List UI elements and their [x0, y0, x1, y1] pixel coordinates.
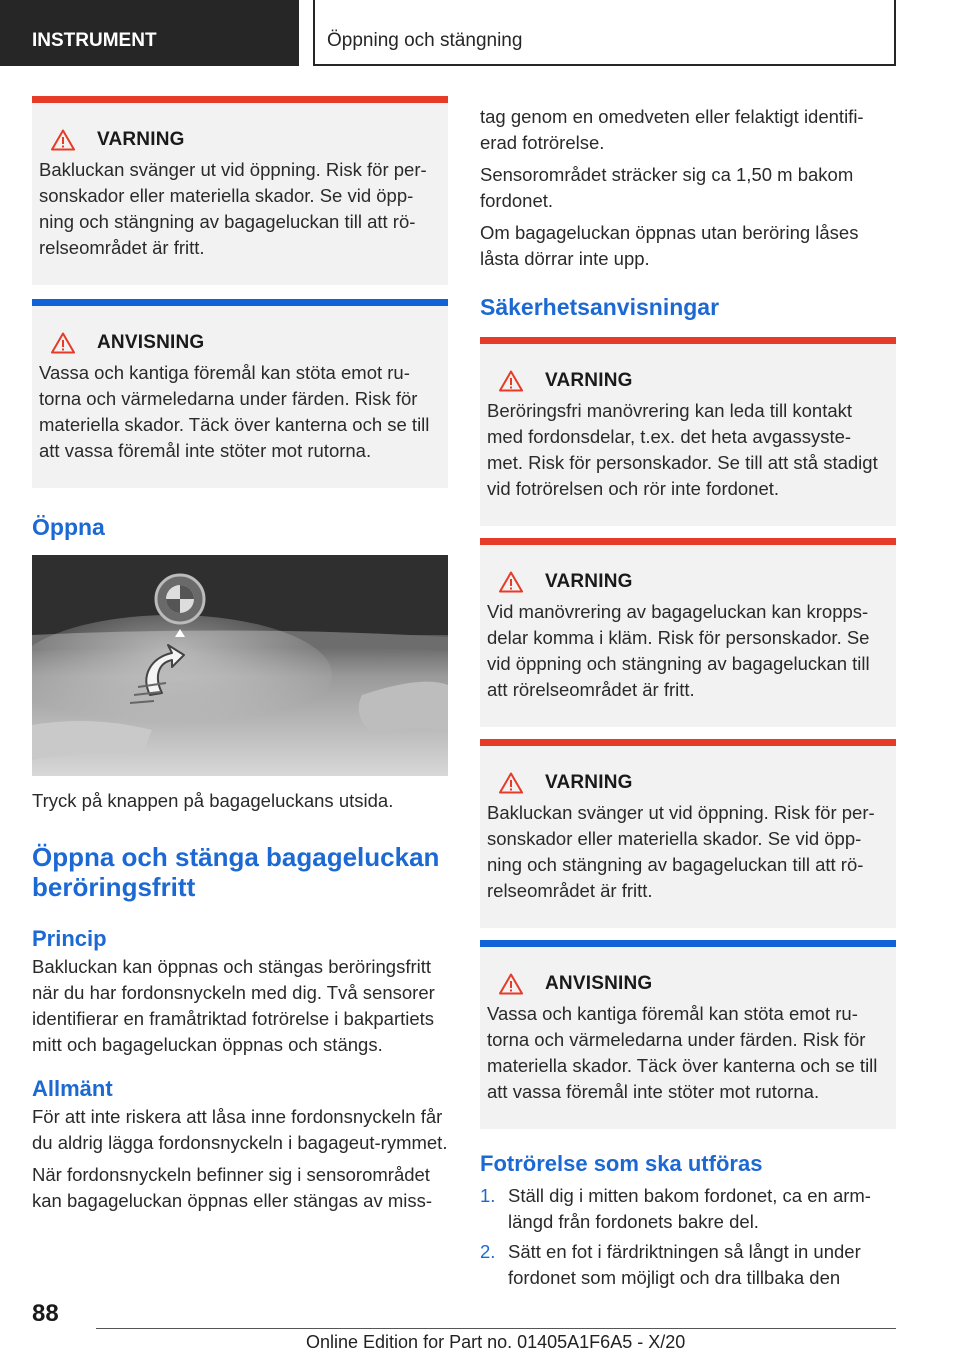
right-column: [480, 96, 896, 1295]
paragraph: Sensorområdet sträcker sig ca 1,50 m bakom fordonet.: [480, 164, 854, 211]
notice-title: ANVISNING: [545, 973, 653, 994]
foot-movement-heading: Fotrörelse som ska utföras: [480, 1151, 763, 1176]
paragraph: Om bagageluckan öppnas utan beröring låses låsta dörrar inte upp.: [480, 222, 859, 269]
notice-body: Vid manövrering av bagageluckan kan kropps-delar komma i kläm. Risk för personskador. Se vid öppning och stängning av bagageluckan till att rörelseområdet är fritt.: [487, 601, 870, 700]
section-title: Öppning och stängning: [313, 0, 896, 66]
footer-divider: [96, 1328, 896, 1329]
paragraph: tag genom en omedveten eller felaktigt identifi-erad fotrörelse.: [480, 106, 864, 153]
list-item: [480, 1183, 896, 1235]
page-header: [0, 0, 960, 66]
warning-box: [480, 337, 896, 526]
warning-triangle-icon: [51, 129, 75, 151]
photo-caption: Tryck på knappen på bagageluckans utsida.: [32, 790, 394, 811]
step-number: 2.: [480, 1241, 496, 1262]
heading-touchless: Öppna och stänga bagageluckan beröringsfritt: [32, 842, 440, 902]
footer-edition: Online Edition for Part no. 01405A1F6A5 - X/20: [306, 1332, 686, 1352]
general-heading: Allmänt: [32, 1076, 113, 1101]
notice-box: [480, 940, 896, 1129]
list-item: [480, 1239, 896, 1291]
left-column: [32, 96, 448, 1220]
notice-triangle-icon: [51, 332, 75, 354]
notice-title: VARNING: [545, 571, 633, 592]
warning-triangle-icon: [499, 772, 523, 794]
general-paragraph: När fordonsnyckeln befinner sig i sensorområdet kan bagageluckan öppnas eller stängas av miss-: [32, 1164, 433, 1211]
notice-title: VARNING: [545, 772, 633, 793]
warning-triangle-icon: [499, 571, 523, 593]
notice-title: VARNING: [97, 129, 185, 150]
safety-heading: Säkerhetsanvisningar: [480, 294, 720, 320]
notice-body: Vassa och kantiga föremål kan stöta emot ru-torna och värmeledarna under färden. Risk för materiella skador. Täck över kanterna och se till att vassa föremål inte stöter mot rutorna.: [487, 1003, 878, 1102]
principle-text: Bakluckan kan öppnas och stängas beröringsfritt när du har fordonsnyckeln med dig. Två sensorer identifierar en framåtriktad fotrörelse i bakpartiets mitt och bagageluckan öppnas och stängs.: [32, 956, 435, 1055]
notice-body: Beröringsfri manövrering kan leda till kontakt med fordonsdelar, t.ex. det heta avgassyste-met. Risk för personskador. Se till att stå stadigt vid fotrörelsen och rör inte fordonet.: [487, 400, 878, 499]
warning-box: [32, 96, 448, 285]
notice-title: ANVISNING: [97, 332, 205, 353]
step-text: Sätt en fot i färdriktningen så långt in under fordonet som möjligt och dra tillbaka den: [508, 1241, 861, 1288]
warning-box: [480, 739, 896, 928]
page-number: 88: [32, 1300, 59, 1327]
notice-body: Bakluckan svänger ut vid öppning. Risk för per-sonskador eller materiella skador. Se vid öpp-ning och stängning av bagageluckan till att rö-relseområdet är fritt.: [487, 802, 875, 901]
notice-title: VARNING: [545, 370, 633, 391]
notice-body: Vassa och kantiga föremål kan stöta emot ru-torna och värmeledarna under färden. Risk för materiella skador. Täck över kanterna och se till att vassa föremål inte stöter mot rutorna.: [39, 362, 430, 461]
chapter-tab: INSTRUMENT: [0, 0, 299, 66]
step-number: 1.: [480, 1185, 496, 1206]
notice-box: [32, 299, 448, 488]
general-paragraph: För att inte riskera att låsa inne fordonsnyckeln får du aldrig lägga fordonsnyckeln i bagageut-rymmet.: [32, 1106, 448, 1153]
heading-open: Öppna: [32, 514, 105, 540]
warning-triangle-icon: [499, 370, 523, 392]
principle-heading: Princip: [32, 926, 107, 951]
step-text: Ställ dig i mitten bakom fordonet, ca en arm-längd från fordonets bakre del.: [508, 1185, 871, 1232]
trunk-button-photo: [32, 555, 448, 776]
warning-box: [480, 538, 896, 727]
steps-list: [480, 1183, 896, 1291]
notice-body: Bakluckan svänger ut vid öppning. Risk för per-sonskador eller materiella skador. Se vid öpp-ning och stängning av bagageluckan till att rö-relseområdet är fritt.: [39, 159, 427, 258]
notice-triangle-icon: [499, 973, 523, 995]
